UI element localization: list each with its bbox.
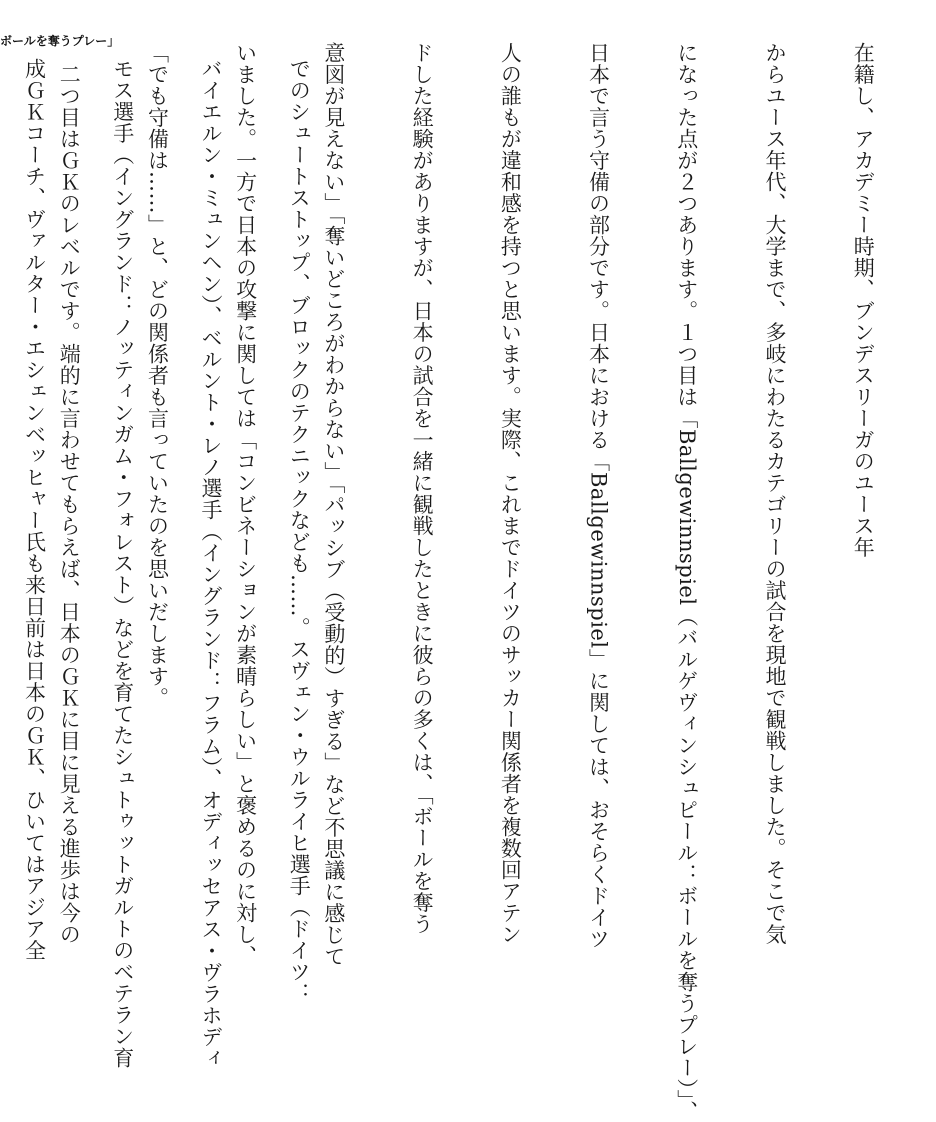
text-line: モス選手（イングランド：ノッティンガム・フォレスト）などを育てたシュトゥットガルトのベテラン育 [110, 58, 135, 1069]
text-line: 二つ目はＧＫのレベルです。端的に言わせてもらえば、日本のＧＫに目に見える進歩は今の [57, 42, 82, 945]
text-line: バイエルン・ミュンヘン）、ベルント・レノ選手（イングランド：フラム）、オディッセアス・ヴラホディ [198, 58, 223, 1069]
text-line: になった点が２つあります。１つ目は「Ballgewinnspiel（バルゲヴィンシュピール：ボールを奪うプレー）」、 [674, 42, 699, 1122]
text-line: 成ＧＫコーチ、ヴァルター・エシェンベッヒャー氏も来日前は日本のＧＫ、ひいてはアジア全 [22, 58, 47, 961]
text-line: 意図が見えない」「奪いどころがわからない」「パッシブ（受動的）すぎる」など不思議に感じて [321, 42, 346, 967]
text-line: でのシュートストップ、ブロックのテクニックなども……。スヴェン・ウルライヒ選手（ドイツ： [287, 58, 312, 1004]
text-line: 在籍し、アカデミー時期、ブンデスリーガのユース年 [851, 42, 876, 558]
text-line: 「でも守備は……」と、どの関係者も言っていたのを思いだします。 [145, 42, 170, 709]
running-head: ボールを奪うプレー」 [0, 34, 120, 48]
text-line: いました。一方で日本の攻撃に関しては「コンビネーションが素晴らしい」と褒めるのに対し、 [233, 42, 258, 967]
text-line: からユース年代、大学まで、多岐にわたるカテゴリーの試合を現地で観戦しました。そこで気 [762, 42, 787, 945]
right-page-body [0, 42, 936, 1122]
text-line: 人の誰もが違和感を持つと思います。実際、これまでドイツのサッカー関係者を複数回アテン [498, 42, 523, 945]
text-line: 日本で言う守備の部分です。日本における「Ballgewinnspiel」に関しては、おそらくドイツ [586, 42, 611, 950]
text-line: ドした経験がありますが、日本の試合を一緒に観戦したときに彼らの多くは、「ボールを奪う [410, 42, 435, 935]
